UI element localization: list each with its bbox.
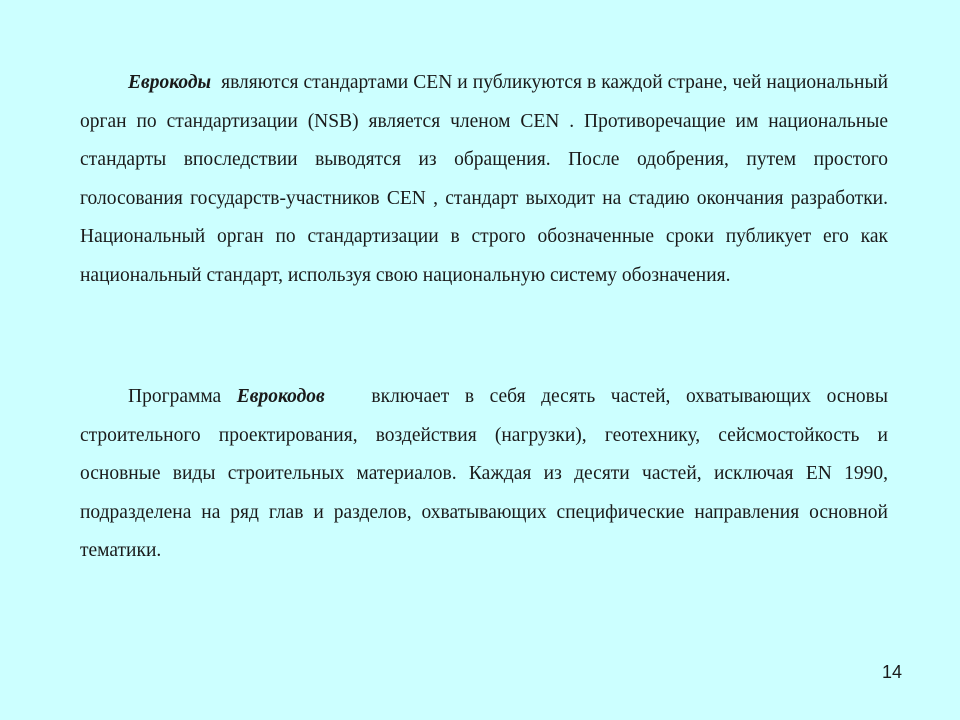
term-eurocodes-genitive: Еврокодов	[236, 386, 325, 407]
term-eurocodes: Еврокоды	[128, 72, 212, 93]
paragraph-2-body: включает в себя десять частей, охватывающих основы строительного проектирования, воздействия (нагрузки), геотехнику, сейсмостойкость и основные виды строительных материалов. Каждая из десяти частей, исключая EN 1990, подразделена на ряд глав и разделов, охватывающих специфические направления основной тематики.	[80, 386, 893, 562]
paragraph-1-text	[80, 64, 893, 296]
page-number: 14	[881, 662, 902, 682]
paragraph-2-text	[80, 378, 893, 571]
paragraph-1-body: являются стандартами CEN и публикуются в каждой стране, чей национальный орган по стандартизации (NSB) является членом CEN . Противоречащие им национальные стандарты впоследствии выводятся из обращения. После одобрения, путем простого голосования государств-участников CEN , стандарт выходит на стадию окончания разработки. Национальный орган по стандартизации в строго обозначенные сроки публикует его как национальный стандарт, используя свою национальную систему обозначения.	[80, 72, 893, 286]
paragraph-eurocodes-intro	[80, 64, 893, 296]
paragraph-eurocodes-program	[80, 378, 893, 571]
paragraph-2-lead: Программа	[128, 386, 237, 407]
